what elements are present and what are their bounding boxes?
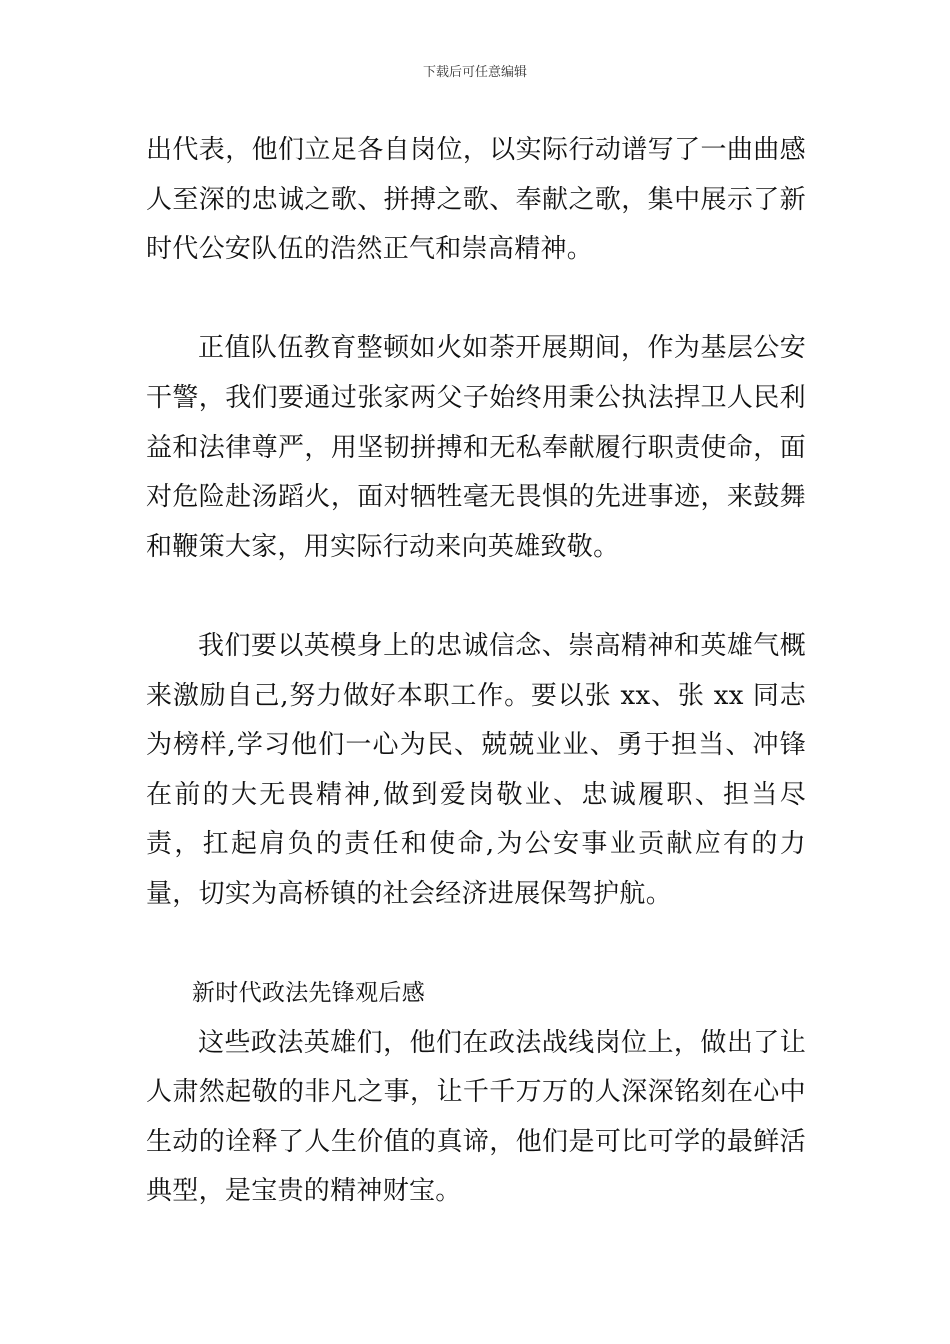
paragraph-gap — [146, 275, 806, 325]
paragraph: 正值队伍教育整顿如火如荼开展期间，作为基层公安干警，我们要通过张家两父子始终用秉公执法捍卫人民利益和法律尊严，用坚韧拼搏和无私奉献履行职责使命，面对危险赴汤蹈火，面对牺牲毫无畏惧的先进事迹，来鼓舞和鞭策大家，用实际行动来向英雄致敬。 — [146, 333, 806, 562]
paragraph: 这些政法英雄们，他们在政法战线岗位上，做出了让人肃然起敬的非凡之事，让千千万万的人深深铭刻在心中生动的诠释了人生价值的真谛，他们是可比可学的最鲜活典型，是宝贵的精神财宝。 — [146, 1027, 806, 1207]
paragraph-gap — [146, 920, 806, 970]
paragraph-gap — [146, 572, 806, 622]
page-header: 下载后可任意编辑 — [422, 65, 527, 80]
paragraph-continuation: 出代表，他们立足各自岗位，以实际行动谱写了一曲曲感人至深的忠诚之歌、拼搏之歌、奉献之歌，集中展示了新时代公安队伍的浩然正气和崇高精神。 — [146, 135, 806, 265]
paragraph: 我们要以英模身上的忠诚信念、崇高精神和英雄气概来激励自己,努力做好本职工作。要以张 xx、张 xx 同志为榜样,学习他们一心为民、兢兢业业、勇于担当、冲锋在前的大无畏精神,做到爱岗敬业、忠诚履职、担当尽责，扛起肩负的责任和使命,为公安事业贡献应有的力量，切实为高桥镇的社会经济进展保驾护航。 — [146, 630, 806, 909]
section-heading: 新时代政法先锋观后感 — [192, 980, 425, 1007]
document-body — [146, 126, 806, 1217]
